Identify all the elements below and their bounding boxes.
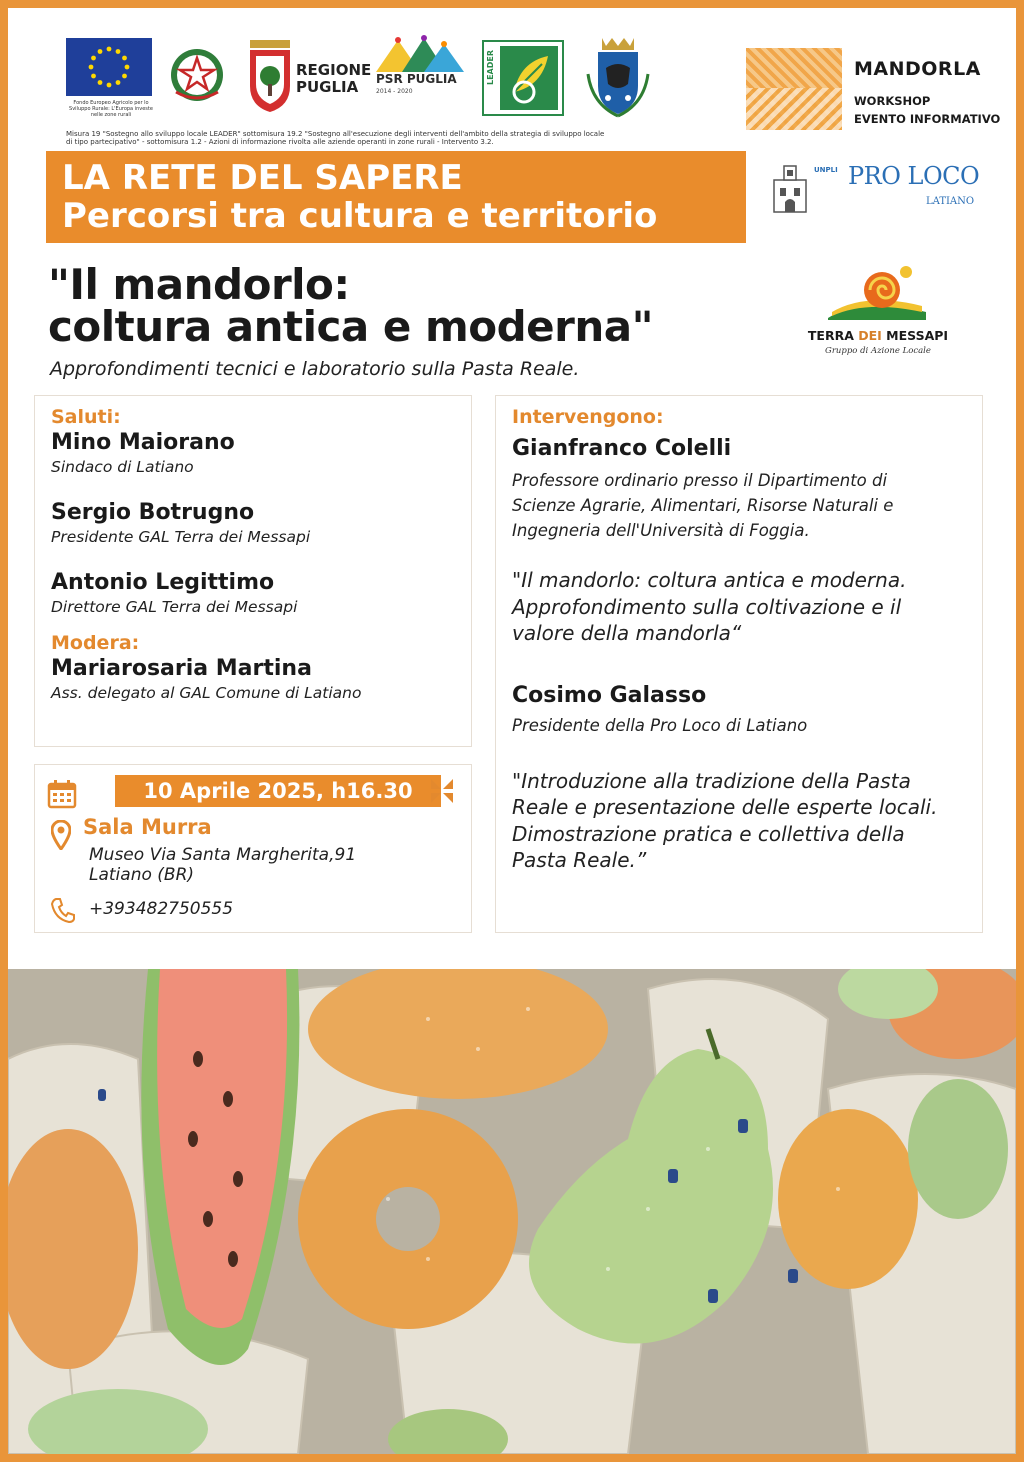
- arrows-deco-icon: [429, 777, 455, 805]
- phone-icon: [51, 897, 75, 923]
- leader-text: LEADER: [486, 50, 495, 86]
- italian-emblem-logo: [168, 44, 226, 106]
- modera-label: Modera:: [51, 632, 140, 654]
- title-line-1: "Il mandorlo:: [48, 260, 350, 309]
- proloco-city: LATIANO: [926, 196, 975, 207]
- intervengono-label: Intervengono:: [512, 406, 664, 428]
- eu-caption: Fondo Europeo Agricolo per lo Sviluppo Rurale: L'Europa investe nelle zone rurali: [69, 100, 153, 118]
- eu-flag-logo: [66, 38, 153, 118]
- mandorla-pattern-lower: [746, 88, 842, 130]
- person-name: Antonio Legittimo: [51, 570, 275, 595]
- partner-logos: [66, 36, 706, 126]
- proloco-logo: [772, 160, 986, 218]
- leader-logo: [482, 40, 564, 116]
- speakers-box: [495, 395, 983, 933]
- mandorla-title: MANDORLA: [854, 58, 981, 80]
- greetings-box: [34, 395, 472, 747]
- address-line-2: Latiano (BR): [89, 865, 195, 885]
- mandorla-line-evento: EVENTO INFORMATIVO: [854, 112, 1001, 126]
- talk-title: "Il mandorlo: coltura antica e moderna. Approfondimento sulla coltivazione e il valore della mandorla“: [512, 568, 907, 645]
- saluti-label: Saluti:: [51, 406, 121, 428]
- map-pin-icon: [51, 820, 71, 850]
- latiano-crest-logo: [584, 34, 652, 118]
- series-banner: [46, 151, 746, 243]
- person-role: Sindaco di Latiano: [51, 458, 194, 476]
- mandorla-line-workshop: WORKSHOP: [854, 94, 931, 108]
- banner-title: LA RETE DEL SAPERE: [62, 158, 463, 198]
- speaker-description: Professore ordinario presso il Dipartimento di Scienze Agrarie, Alimentari, Risorse Naturali e Ingegneria dell'Università di Foggia.: [512, 471, 894, 540]
- venue-name: Sala Murra: [83, 815, 212, 839]
- event-datetime: 10 Aprile 2025, h16.30: [115, 775, 441, 807]
- psr-years-text: 2014 - 2020: [376, 88, 413, 95]
- regione-puglia-text: REGIONE PUGLIA: [296, 61, 372, 96]
- event-title: [48, 260, 808, 351]
- mandorla-subtitle: [854, 92, 1000, 128]
- proloco-name: PRO LOCO: [848, 162, 980, 190]
- speaker-description: Presidente della Pro Loco di Latiano: [512, 715, 808, 735]
- speaker-name: Gianfranco Colelli: [512, 436, 732, 461]
- terra-dei-messapi-logo: [798, 262, 958, 358]
- person-name: Sergio Botrugno: [51, 500, 255, 525]
- person-name: Mino Maiorano: [51, 430, 235, 455]
- venue-address: [89, 845, 356, 885]
- speaker-name: Cosimo Galasso: [512, 682, 707, 708]
- pasta-reale-photo: [8, 969, 1016, 1454]
- building-icon: [772, 162, 808, 214]
- address-line-1: Museo Via Santa Margherita,91: [89, 845, 357, 865]
- snail-sun-icon: [822, 262, 932, 324]
- event-details-box: [34, 764, 472, 933]
- event-poster: [8, 8, 1016, 1454]
- title-line-2: coltura antica e moderna": [48, 302, 653, 351]
- event-subtitle: Approfondimenti tecnici e laboratorio sulla Pasta Reale.: [50, 358, 580, 380]
- talk-title: "Introduzione alla tradizione della Pasta Reale e presentazione delle esperte locali. Dimostrazione pratica e collettiva della Pasta Reale.”: [512, 768, 938, 872]
- moderator-role: Ass. delegato al GAL Comune di Latiano: [51, 684, 362, 702]
- unpli-text: UNPLI: [814, 166, 838, 174]
- moderator-name: Mariarosaria Martina: [51, 656, 312, 681]
- person-role: Direttore GAL Terra dei Messapi: [51, 598, 298, 616]
- person-role: Presidente GAL Terra dei Messapi: [51, 528, 311, 546]
- funding-measure-text: Misura 19 "Sostegno allo sviluppo locale LEADER" sottomisura 19.2 "Sostegno all'esecuzione degli interventi dell'ambito della strategia di sviluppo locale di tipo partecipativo" - sottomisura 1.2 - Azioni di informazione rivolta alle aziende operanti in zone rurali - Intervento 3.2.: [66, 130, 605, 146]
- calendar-icon: [47, 779, 77, 809]
- phone-number: +393482750555: [89, 899, 234, 919]
- tdm-subtitle: Gruppo di Azione Locale: [825, 346, 931, 356]
- banner-subtitle: Percorsi tra cultura e territorio: [62, 196, 658, 236]
- mandorla-workshop-block: [746, 48, 1016, 132]
- psr-puglia-logo: [372, 34, 468, 116]
- regione-puglia-logo: [246, 36, 372, 114]
- psr-puglia-text: PSR PUGLIA: [376, 72, 457, 86]
- tdm-name: TERRA DEI MESSAPI: [807, 328, 949, 343]
